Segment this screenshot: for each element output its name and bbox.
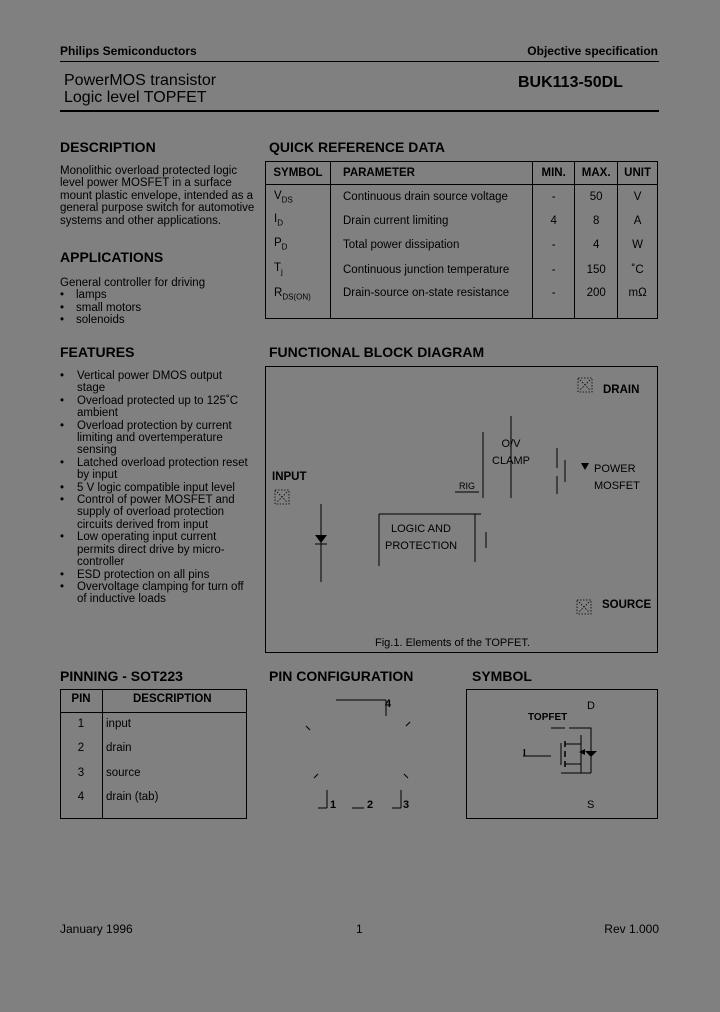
unit-cell: A: [618, 209, 658, 233]
col-parameter: PARAMETER: [331, 162, 533, 185]
applications-title: APPLICATIONS: [60, 249, 164, 265]
symbol-cell: $V_{DS}$: [266, 185, 331, 209]
table-header-row: [266, 162, 658, 185]
drain-label: DRAIN: [603, 384, 640, 396]
list-item: • Vertical power DMOS output stage: [60, 370, 223, 395]
max-cell: 8: [575, 209, 618, 233]
drain-terminal-icon: [578, 378, 592, 392]
footer-revision: Rev 1.000: [604, 922, 659, 936]
topfet-label: TOPFET: [528, 712, 568, 723]
product-title: [64, 72, 216, 106]
min-cell: -: [533, 233, 575, 257]
document-type: Objective specification: [527, 44, 658, 58]
parameter-cell: Drain current limiting: [331, 209, 533, 233]
topfet-symbol-icon: [515, 725, 615, 785]
table-row: [266, 257, 658, 283]
part-number: BUK113-50DL: [518, 74, 623, 91]
company-name: Philips Semiconductors: [60, 44, 197, 58]
description-title: DESCRIPTION: [60, 139, 156, 155]
unit-cell: V: [618, 185, 658, 209]
symbol-cell: $R_{DS(ON)}$: [266, 283, 331, 319]
col-symbol: SYMBOL: [266, 162, 331, 185]
body-diode-icon: [581, 463, 589, 470]
pin-config-title: PIN CONFIGURATION: [269, 668, 414, 684]
input-label: INPUT: [272, 471, 307, 483]
symbol-cell: $P_D$: [266, 233, 331, 257]
pin-3-label: 3: [403, 799, 410, 811]
unit-cell: W: [618, 233, 658, 257]
clamp-label: CLAMP: [492, 455, 530, 467]
pinning-header-rule: [60, 712, 247, 713]
pinning-title: PINNING - SOT223: [60, 668, 183, 684]
mosfet-label: MOSFET: [594, 480, 640, 492]
pin-description: source: [106, 767, 141, 779]
features-title: FEATURES: [60, 344, 135, 360]
list-item: • Overvoltage clamping for turn off of inductive loads: [60, 580, 244, 606]
table-row: [266, 283, 658, 319]
pin-number: 1: [77, 718, 85, 730]
power-mosfet-label: [594, 461, 640, 495]
logic-label: LOGIC AND: [391, 523, 451, 535]
list-item: • small motors: [60, 301, 142, 314]
block-diagram: [265, 366, 658, 653]
max-cell: 50: [575, 185, 618, 209]
list-item: • Control of power MOSFET and supply of overload protection circuits derived from input: [60, 494, 235, 531]
power-label: POWER: [594, 463, 636, 475]
list-item: • Overload protected up to 125˚C ambient: [60, 394, 239, 420]
list-item: • 5 V logic compatible input level: [60, 481, 235, 494]
parameter-cell: Continuous junction temperature: [331, 257, 533, 283]
min-cell: -: [533, 257, 575, 283]
list-item: • Low operating input current permits direct drive by micro-controller: [60, 531, 225, 569]
ov-label: O/V: [501, 438, 521, 450]
pinning-col-rule: [102, 689, 103, 819]
min-cell: -: [533, 283, 575, 319]
symbol-cell: $I_D$: [266, 209, 331, 233]
sot223-package-drawing: [300, 694, 430, 814]
parameter-cell: Drain-source on-state resistance: [331, 283, 533, 319]
pin-4-label: 4: [385, 698, 392, 710]
zener-diode-icon: [315, 535, 327, 543]
symbol-title: SYMBOL: [472, 668, 532, 684]
fbd-title: FUNCTIONAL BLOCK DIAGRAM: [269, 344, 485, 360]
pin-description: input: [106, 718, 131, 730]
symbol-cell: $T_j$: [266, 257, 331, 283]
header-rule: [60, 61, 659, 62]
protection-label: PROTECTION: [385, 540, 458, 552]
pin-description: drain: [106, 742, 132, 754]
parameter-cell: Total power dissipation: [331, 233, 533, 257]
pin-description: drain (tab): [106, 791, 159, 803]
max-cell: 200: [575, 283, 618, 319]
table-row: [266, 233, 658, 257]
desc-col-header: DESCRIPTION: [133, 693, 212, 705]
description-text: Monolithic overload protected logic level power MOSFET in a surface mount plastic envelope, intended as a general purpose switch for automotive systems and other applications.: [60, 165, 255, 227]
pin-col-header: PIN: [71, 693, 91, 705]
figure-caption: Fig.1. Elements of the TOPFET.: [375, 637, 530, 649]
qrd-table: [265, 161, 658, 319]
footer-date: January 1996: [60, 922, 133, 936]
list-item: • lamps: [60, 289, 107, 302]
list-item: • Latched overload protection reset by input: [60, 456, 248, 482]
ov-clamp-label: [485, 436, 537, 470]
parameter-cell: Continuous drain source voltage: [331, 185, 533, 209]
qrd-title: QUICK REFERENCE DATA: [269, 139, 446, 155]
header-thick-rule: [60, 110, 659, 112]
col-unit: UNIT: [618, 162, 658, 185]
source-terminal-icon: [577, 600, 591, 614]
min-cell: -: [533, 185, 575, 209]
product-line-1: PowerMOS transistor: [64, 72, 217, 89]
input-pin-label: I: [523, 748, 526, 759]
list-item: • solenoids: [60, 314, 125, 327]
applications-list: [60, 277, 255, 327]
col-max: MAX.: [575, 162, 618, 185]
table-row: [266, 185, 658, 209]
unit-cell: mΩ: [618, 283, 658, 319]
list-item: • Overload protection by current limiting and overtemperature sensing: [60, 419, 232, 457]
applications-intro: General controller for driving: [60, 277, 206, 289]
max-cell: 150: [575, 257, 618, 283]
pin-2-label: 2: [367, 799, 374, 811]
min-cell: 4: [533, 209, 575, 233]
pin-number: 4: [77, 791, 85, 803]
features-list: [60, 370, 250, 606]
unit-cell: ˚C: [618, 257, 658, 283]
footer-page-number: 1: [356, 922, 363, 936]
logic-protection-label: [385, 521, 457, 555]
pin-1-label: 1: [330, 799, 337, 811]
table-row: [266, 209, 658, 233]
col-min: MIN.: [533, 162, 575, 185]
source-label: SOURCE: [602, 599, 652, 611]
product-line-2: Logic level TOPFET: [64, 89, 207, 106]
drain-pin-label: D: [587, 700, 595, 712]
input-terminal-icon: [275, 490, 289, 504]
source-pin-label: S: [587, 799, 595, 811]
rig-label: RIG: [459, 481, 476, 491]
pin-number: 2: [77, 742, 85, 754]
max-cell: 4: [575, 233, 618, 257]
pin-number: 3: [77, 767, 85, 779]
list-item: • ESD protection on all pins: [60, 568, 210, 581]
